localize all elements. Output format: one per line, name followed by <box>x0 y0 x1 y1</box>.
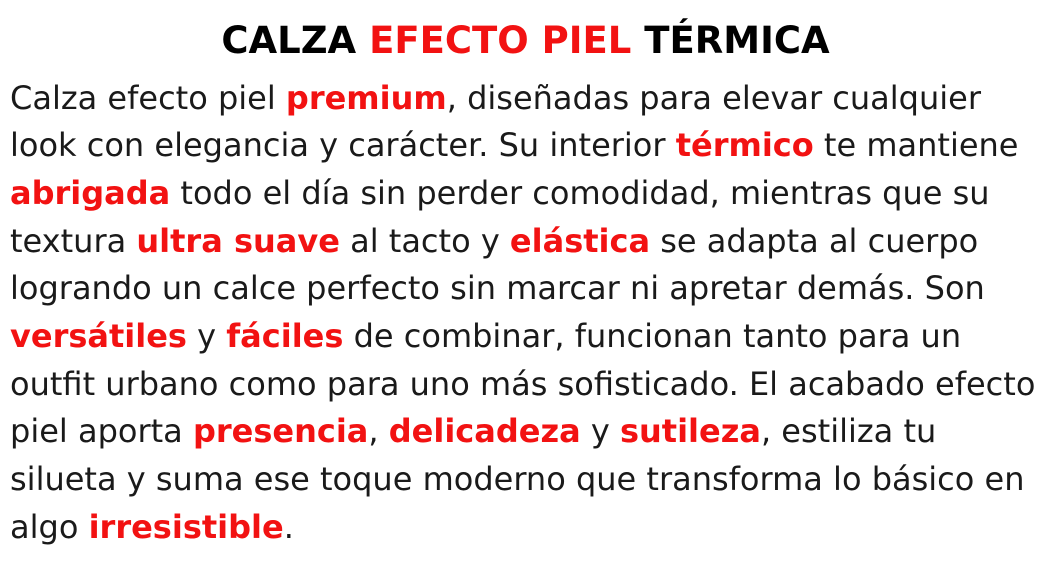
emphasis-text: presencia <box>192 412 369 451</box>
title-part-1: CALZA <box>221 19 370 62</box>
body-text: , <box>368 412 389 451</box>
body-text: y <box>186 316 227 355</box>
body-text: todo el día sin perder comodidad, mientras que su textura <box>10 173 990 260</box>
body-text: , diseñadas para elevar cualquier look con elegancia y carácter. Su interior <box>10 78 981 165</box>
emphasis-text: elástica <box>509 221 651 260</box>
emphasis-text: fáciles <box>226 316 344 355</box>
body-text: y <box>580 412 620 451</box>
emphasis-text: ultra suave <box>136 221 340 260</box>
emphasis-text: sutileza <box>619 412 761 451</box>
page-title <box>8 20 1043 63</box>
emphasis-text: térmico <box>675 126 814 165</box>
emphasis-text: irresistible <box>88 507 284 546</box>
body-text: al tacto y <box>339 221 510 260</box>
description-paragraph <box>8 75 1043 552</box>
emphasis-text: premium <box>285 78 447 117</box>
title-highlight: EFECTO PIEL <box>369 19 632 62</box>
emphasis-text: delicadeza <box>388 412 581 451</box>
body-text: . <box>283 507 294 546</box>
body-text: se adapta al cuerpo logrando un calce perfecto sin marcar ni apretar demás. Son <box>10 221 985 308</box>
emphasis-text: versátiles <box>10 316 187 355</box>
body-text: de combinar, funcionan tanto para un outfit urbano como para uno más sofisticado. El acabado efecto piel aporta <box>10 316 1036 451</box>
body-text: Calza efecto piel <box>10 78 286 117</box>
emphasis-text: abrigada <box>10 173 171 212</box>
body-text: , estiliza tu silueta y suma ese toque moderno que transforma lo básico en algo <box>10 412 1025 546</box>
title-part-2: TÉRMICA <box>631 19 830 62</box>
body-text: te mantiene <box>813 126 1019 165</box>
